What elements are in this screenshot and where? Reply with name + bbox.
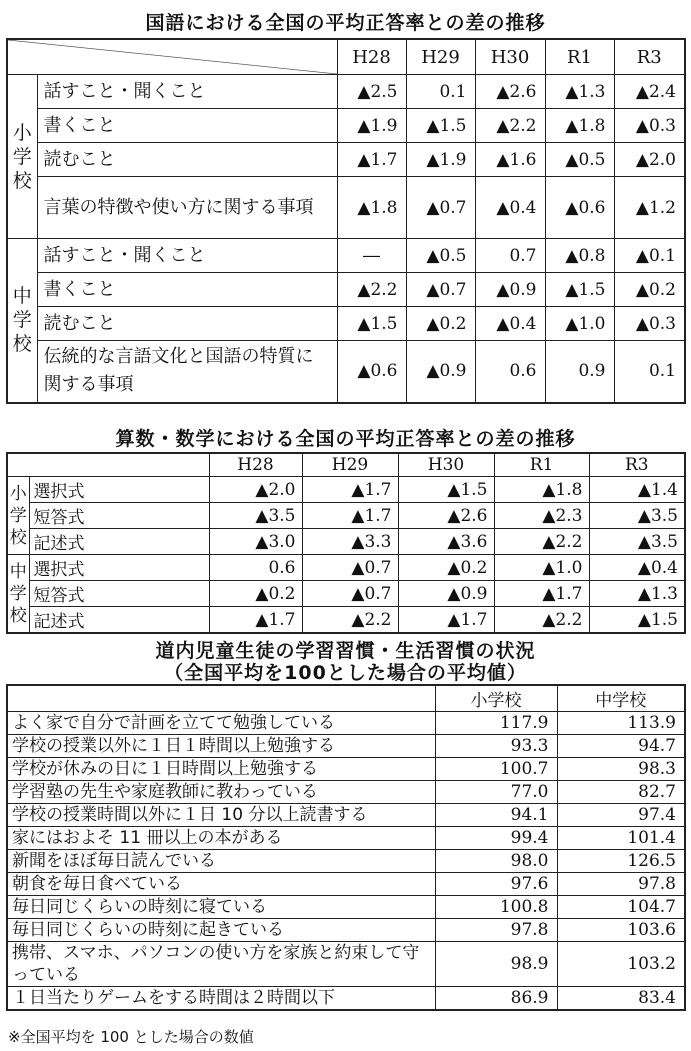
- row-label: 短答式: [29, 581, 209, 607]
- value-cell: ▲1.3: [589, 581, 685, 607]
- value-cell: ―: [337, 239, 406, 273]
- value-cell: ▲0.4: [589, 555, 685, 581]
- value-cell: ▲1.0: [494, 555, 589, 581]
- header-corner: [7, 453, 209, 477]
- value-cell: ▲3.5: [209, 503, 302, 529]
- column-header: R1: [545, 39, 614, 75]
- table-row: [7, 873, 685, 896]
- value-cell: ▲0.8: [545, 239, 614, 273]
- value-cell: ▲0.4: [475, 307, 545, 341]
- value-cell: ▲0.4: [475, 177, 545, 239]
- value-cell: 103.6: [557, 919, 685, 942]
- value-cell: 97.8: [557, 873, 685, 896]
- value-cell: ▲0.7: [302, 555, 398, 581]
- group-label-elementary: [7, 75, 37, 239]
- row-label: 書くこと: [37, 273, 337, 307]
- footnote: ※全国平均を 100 とした場合の数値: [8, 1028, 254, 1046]
- row-label: 言葉の特徴や使い方に関する事項: [37, 177, 337, 239]
- column-header: R1: [494, 453, 589, 477]
- group-label-elementary: [7, 477, 29, 555]
- value-cell: ▲0.2: [406, 307, 475, 341]
- value-cell: ▲1.6: [475, 143, 545, 177]
- value-cell: ▲1.9: [337, 109, 406, 143]
- column-header: H29: [406, 39, 475, 75]
- table-row: [7, 942, 685, 987]
- row-label: 書くこと: [37, 109, 337, 143]
- value-cell: ▲1.9: [406, 143, 475, 177]
- value-cell: ▲2.0: [209, 477, 302, 503]
- value-cell: 83.4: [557, 987, 685, 1011]
- row-label: 伝統的な言語文化と国語の特質に関する事項: [37, 341, 337, 403]
- row-label: 家にはおよそ 11 冊以上の本がある: [7, 827, 435, 850]
- column-header: H29: [302, 453, 398, 477]
- japanese-score-table: [6, 38, 686, 404]
- table-row: [7, 827, 685, 850]
- value-cell: ▲2.2: [302, 607, 398, 634]
- value-cell: ▲0.6: [337, 341, 406, 403]
- value-cell: ▲1.5: [398, 477, 494, 503]
- value-cell: ▲1.5: [406, 109, 475, 143]
- value-cell: ▲0.7: [302, 581, 398, 607]
- value-cell: 100.8: [435, 896, 557, 919]
- row-label: 記述式: [29, 529, 209, 555]
- row-label: １日当たりゲームをする時間は２時間以下: [7, 987, 435, 1011]
- value-cell: ▲3.0: [209, 529, 302, 555]
- value-cell: ▲0.9: [406, 341, 475, 403]
- value-cell: 104.7: [557, 896, 685, 919]
- value-cell: ▲1.2: [614, 177, 685, 239]
- table-row: [7, 735, 685, 758]
- column-header: 中学校: [557, 685, 685, 712]
- group-label: 小学校: [9, 483, 27, 548]
- table2-title: 算数・数学における全国の平均正答率との差の推移: [115, 428, 576, 450]
- value-cell: ▲2.2: [475, 109, 545, 143]
- value-cell: ▲1.8: [337, 177, 406, 239]
- value-cell: 113.9: [557, 712, 685, 735]
- value-cell: 117.9: [435, 712, 557, 735]
- value-cell: 100.7: [435, 758, 557, 781]
- value-cell: ▲1.5: [337, 307, 406, 341]
- row-label: 携帯、スマホ、パソコンの使い方を家族と約束して守っている: [7, 942, 435, 987]
- value-cell: ▲0.3: [614, 307, 685, 341]
- value-cell: ▲1.8: [494, 477, 589, 503]
- table1-title: 国語における全国の平均正答率との差の推移: [145, 12, 546, 34]
- value-cell: 82.7: [557, 781, 685, 804]
- value-cell: 97.8: [435, 919, 557, 942]
- row-label: 学習塾の先生や家庭教師に教わっている: [7, 781, 435, 804]
- row-label: 毎日同じくらいの時刻に寝ている: [7, 896, 435, 919]
- value-cell: 99.4: [435, 827, 557, 850]
- value-cell: ▲1.7: [302, 503, 398, 529]
- row-label: 記述式: [29, 607, 209, 634]
- column-header: H30: [398, 453, 494, 477]
- value-cell: ▲0.1: [614, 239, 685, 273]
- row-label: 学校が休みの日に１日時間以上勉強する: [7, 758, 435, 781]
- row-label: 毎日同じくらいの時刻に起きている: [7, 919, 435, 942]
- value-cell: ▲3.5: [589, 503, 685, 529]
- value-cell: ▲1.3: [545, 75, 614, 109]
- value-cell: ▲3.5: [589, 529, 685, 555]
- value-cell: ▲2.4: [614, 75, 685, 109]
- value-cell: ▲2.6: [475, 75, 545, 109]
- value-cell: ▲0.6: [545, 177, 614, 239]
- row-label: 学校の授業時間以外に１日 10 分以上読書する: [7, 804, 435, 827]
- value-cell: ▲1.7: [398, 607, 494, 634]
- value-cell: 0.6: [209, 555, 302, 581]
- value-cell: ▲1.7: [337, 143, 406, 177]
- column-header: H30: [475, 39, 545, 75]
- column-header: 小学校: [435, 685, 557, 712]
- value-cell: 98.0: [435, 850, 557, 873]
- value-cell: 0.1: [614, 341, 685, 403]
- table-row: [7, 781, 685, 804]
- study-habits-table: [6, 684, 686, 1011]
- table3-title: 道内児童生徒の学習習慣・生活習慣の状況: [155, 640, 536, 662]
- column-header: H28: [337, 39, 406, 75]
- row-label: 読むこと: [37, 307, 337, 341]
- value-cell: ▲1.5: [545, 273, 614, 307]
- value-cell: ▲3.3: [302, 529, 398, 555]
- value-cell: 101.4: [557, 827, 685, 850]
- row-label: 選択式: [29, 477, 209, 503]
- value-cell: ▲1.4: [589, 477, 685, 503]
- value-cell: 0.1: [406, 75, 475, 109]
- value-cell: 0.7: [475, 239, 545, 273]
- value-cell: ▲2.6: [398, 503, 494, 529]
- row-label: よく家で自分で計画を立てて勉強している: [7, 712, 435, 735]
- group-label: 中学校: [9, 561, 27, 626]
- group-label-junior-high: [7, 239, 37, 403]
- value-cell: ▲3.6: [398, 529, 494, 555]
- group-label: 中学校: [12, 285, 32, 356]
- header-blank: [7, 685, 435, 712]
- value-cell: ▲1.7: [209, 607, 302, 634]
- value-cell: ▲0.9: [398, 581, 494, 607]
- table-row: [7, 804, 685, 827]
- value-cell: ▲0.2: [614, 273, 685, 307]
- value-cell: 94.1: [435, 804, 557, 827]
- value-cell: 0.9: [545, 341, 614, 403]
- math-score-table: [6, 452, 686, 634]
- value-cell: 0.6: [475, 341, 545, 403]
- value-cell: ▲0.5: [406, 239, 475, 273]
- value-cell: 93.3: [435, 735, 557, 758]
- value-cell: ▲1.0: [545, 307, 614, 341]
- value-cell: ▲0.3: [614, 109, 685, 143]
- value-cell: 98.3: [557, 758, 685, 781]
- row-label: 選択式: [29, 555, 209, 581]
- value-cell: ▲0.2: [398, 555, 494, 581]
- row-label: 読むこと: [37, 143, 337, 177]
- row-label: 学校の授業以外に１日１時間以上勉強する: [7, 735, 435, 758]
- value-cell: 86.9: [435, 987, 557, 1011]
- column-header: H28: [209, 453, 302, 477]
- value-cell: ▲2.2: [337, 273, 406, 307]
- value-cell: ▲1.8: [545, 109, 614, 143]
- table-row: [7, 850, 685, 873]
- value-cell: ▲2.5: [337, 75, 406, 109]
- row-label: 話すこと・聞くこと: [37, 239, 337, 273]
- row-label: 話すこと・聞くこと: [37, 75, 337, 109]
- table-row: [7, 919, 685, 942]
- value-cell: 97.4: [557, 804, 685, 827]
- table-row: [7, 987, 685, 1011]
- value-cell: ▲0.7: [406, 177, 475, 239]
- table3-subtitle: （全国平均を100とした場合の平均値）: [164, 662, 527, 684]
- value-cell: ▲2.0: [614, 143, 685, 177]
- row-label: 短答式: [29, 503, 209, 529]
- value-cell: ▲0.7: [406, 273, 475, 307]
- value-cell: ▲1.5: [589, 607, 685, 634]
- value-cell: 77.0: [435, 781, 557, 804]
- value-cell: ▲1.7: [302, 477, 398, 503]
- value-cell: ▲0.9: [475, 273, 545, 307]
- value-cell: 94.7: [557, 735, 685, 758]
- row-label: 新聞をほぼ毎日読んでいる: [7, 850, 435, 873]
- group-label-junior-high: [7, 555, 29, 634]
- value-cell: ▲2.3: [494, 503, 589, 529]
- row-label: 朝食を毎日食べている: [7, 873, 435, 896]
- value-cell: ▲1.7: [494, 581, 589, 607]
- value-cell: ▲2.2: [494, 529, 589, 555]
- column-header: R3: [589, 453, 685, 477]
- value-cell: 98.9: [435, 942, 557, 987]
- value-cell: ▲2.2: [494, 607, 589, 634]
- value-cell: ▲0.5: [545, 143, 614, 177]
- table-row: [7, 758, 685, 781]
- value-cell: ▲0.2: [209, 581, 302, 607]
- group-label: 小学校: [12, 121, 32, 192]
- table-row: [7, 896, 685, 919]
- value-cell: 97.6: [435, 873, 557, 896]
- value-cell: 103.2: [557, 942, 685, 987]
- table-row: [7, 712, 685, 735]
- column-header: R3: [614, 39, 685, 75]
- header-corner: [7, 39, 337, 75]
- value-cell: 126.5: [557, 850, 685, 873]
